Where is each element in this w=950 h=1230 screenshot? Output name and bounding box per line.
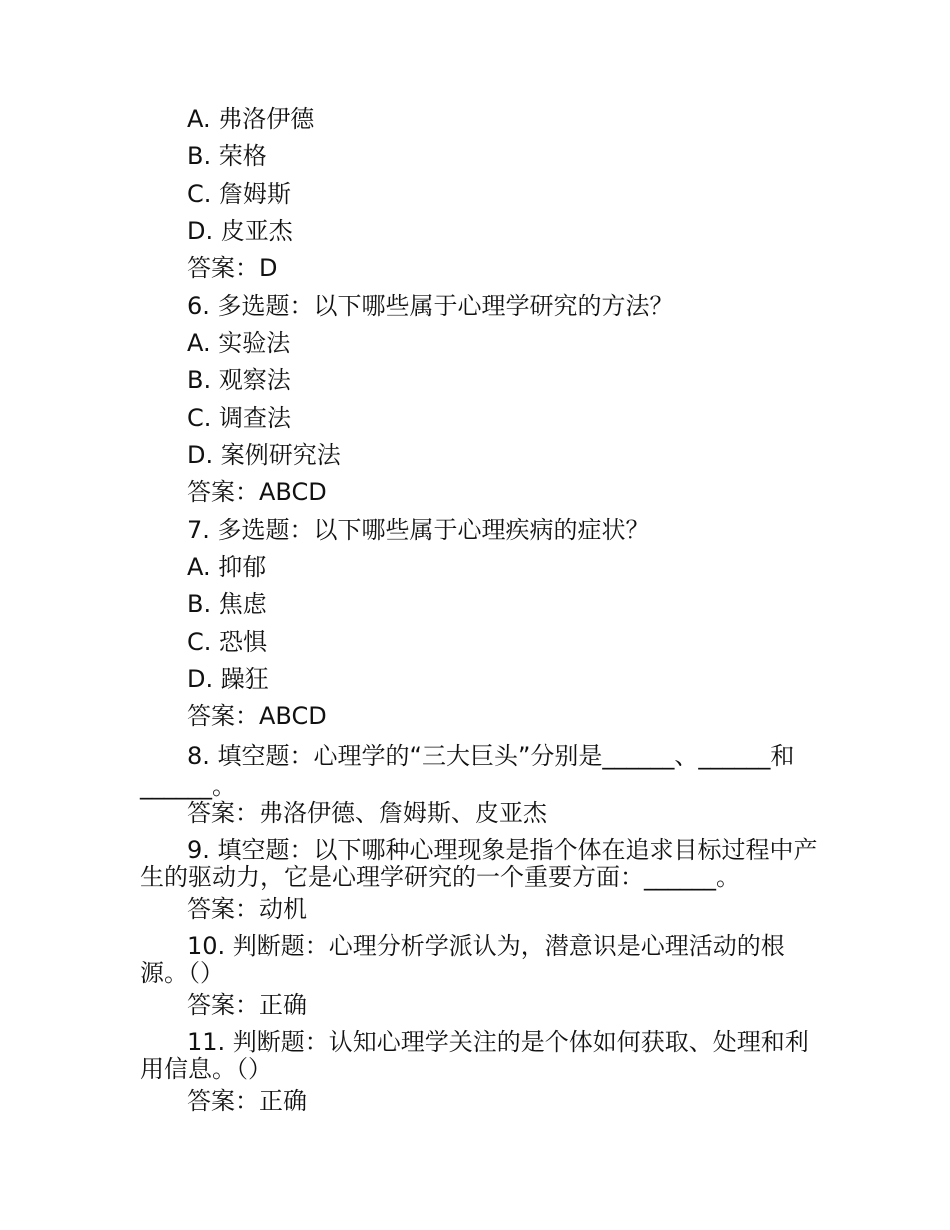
q10-answer: 答案：正确	[187, 991, 307, 1019]
q6-question: 6. 多选题：以下哪些属于心理学研究的方法？	[187, 292, 674, 320]
q6-option-b: B. 观察法	[187, 366, 291, 394]
q5-option-d: D. 皮亚杰	[187, 217, 293, 245]
q6-option-c: C. 调查法	[187, 404, 292, 432]
q6-option-a: A. 实验法	[187, 329, 291, 357]
q8-question: 8. 填空题：心理学的“三大巨头”分别是______、______和______。	[140, 742, 795, 800]
q7-option-a: A. 抑郁	[187, 553, 267, 581]
q6-answer: 答案：ABCD	[187, 478, 327, 506]
q9-answer: 答案：动机	[187, 895, 307, 923]
q10-question: 10. 判断题：心理分析学派认为，潜意识是心理活动的根源。（）	[140, 932, 785, 987]
q11-question: 11. 判断题：认知心理学关注的是个体如何获取、处理和利用信息。（）	[140, 1028, 809, 1083]
q7-question: 7. 多选题：以下哪些属于心理疾病的症状？	[187, 516, 650, 544]
q5-answer: 答案：D	[187, 254, 278, 282]
q7-option-d: D. 躁狂	[187, 665, 269, 693]
q7-option-b: B. 焦虑	[187, 590, 267, 618]
q7-answer: 答案：ABCD	[187, 702, 327, 730]
q5-option-b: B. 荣格	[187, 142, 267, 170]
q7-option-c: C. 恐惧	[187, 628, 268, 656]
q6-option-d: D. 案例研究法	[187, 441, 341, 469]
q5-option-a: A. 弗洛伊德	[187, 105, 315, 133]
q11-answer: 答案：正确	[187, 1087, 307, 1115]
q5-option-c: C. 詹姆斯	[187, 180, 292, 208]
q9-question: 9. 填空题：以下哪种心理现象是指个体在追求目标过程中产生的驱动力，它是心理学研究的一个重要方面：______。	[140, 836, 818, 891]
q8-answer: 答案：弗洛伊德、詹姆斯、皮亚杰	[187, 799, 547, 827]
